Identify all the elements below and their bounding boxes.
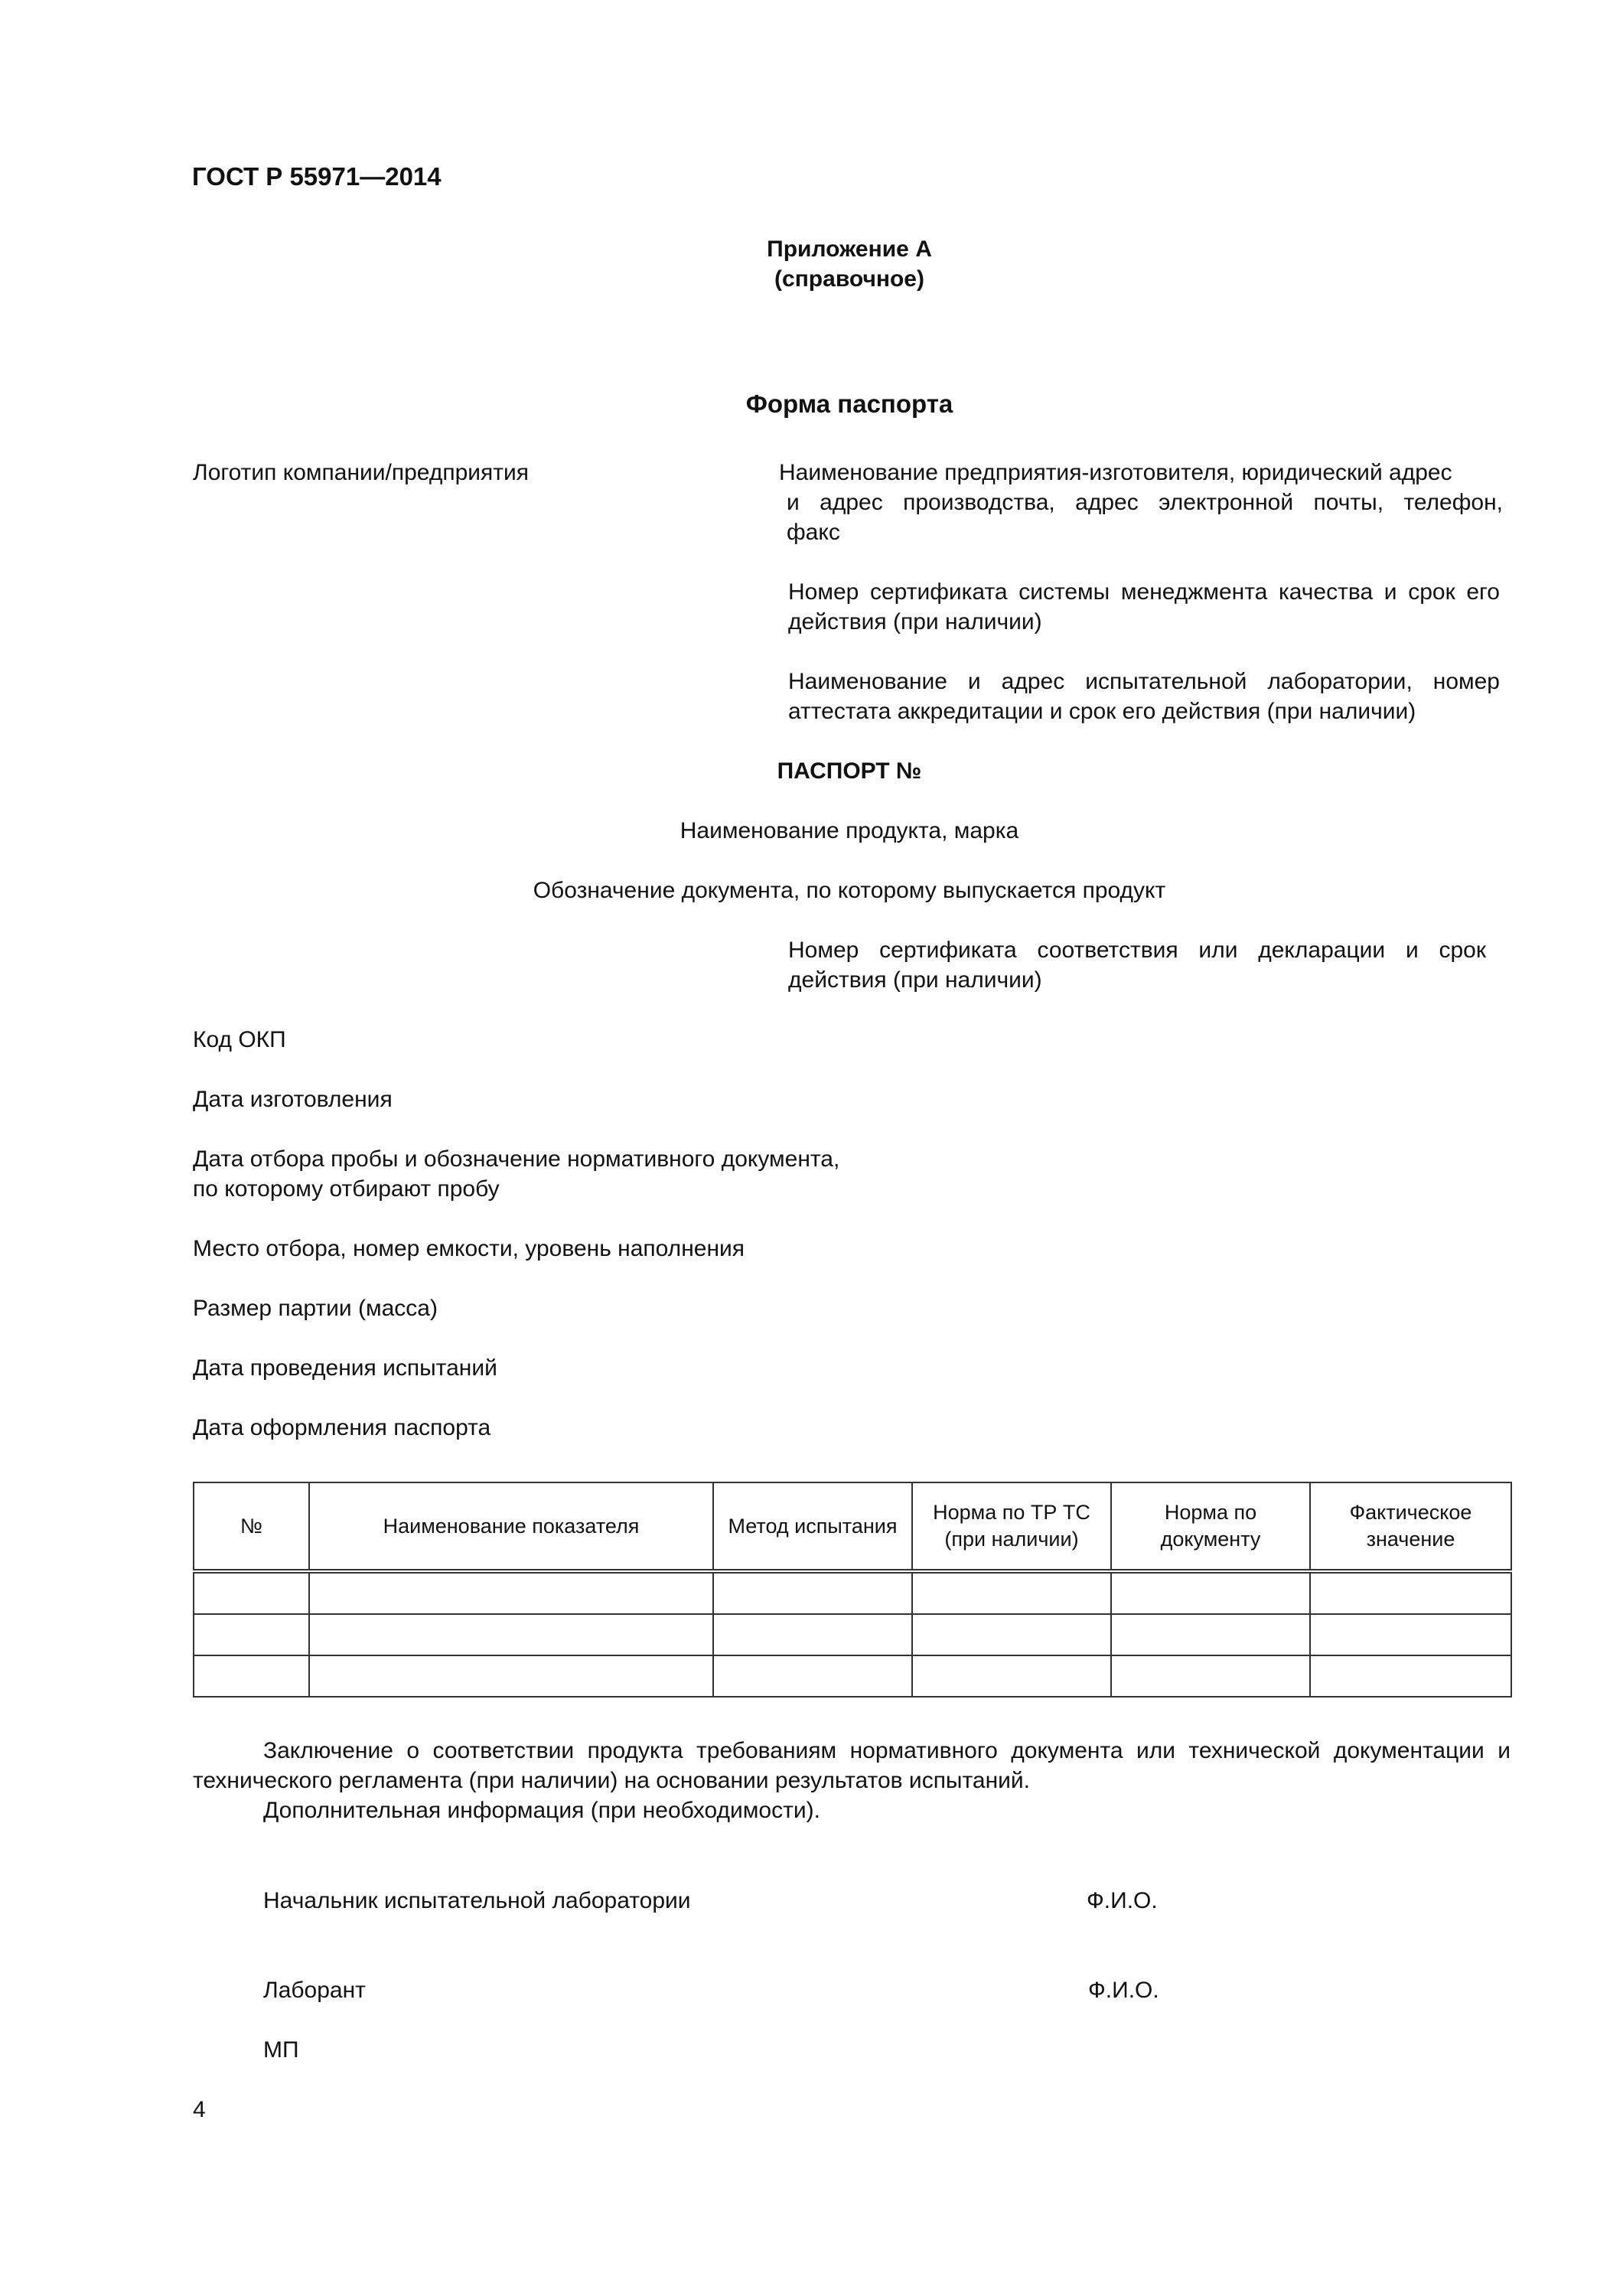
page-number: 4 [193,2097,206,2122]
sampling-date-line-1: Дата отбора пробы и обозначение нормативного документа, [193,1146,840,1172]
passport-date: Дата оформления паспорта [193,1415,491,1440]
qms-certificate: Номер сертификата системы менеджмента качества и срок его действия (при наличии) [788,579,1500,634]
col-header-tr-ts-norm: Норма по ТР ТС (при наличии) [912,1482,1111,1571]
table-row [194,1614,1511,1655]
product-name: Наименование продукта, марка [680,818,1019,843]
lab-assistant-title: Лаборант [263,1978,366,2003]
sampling-place: Место отбора, номер емкости, уровень наполнения [193,1236,745,1261]
table-cell [713,1614,912,1655]
document-designation: Обозначение документа, по которому выпускается продукт [533,878,1166,903]
lab-head-name: Ф.И.О. [1087,1888,1158,1913]
table-cell [912,1614,1111,1655]
table-cell [1111,1655,1310,1697]
col-header-method: Метод испытания [713,1482,912,1571]
col-header-document-norm: Норма по документу [1111,1482,1310,1571]
table-cell [309,1614,713,1655]
standard-designation: ГОСТ Р 55971—2014 [192,162,442,191]
table-cell [309,1571,713,1614]
stamp-label: МП [263,2037,299,2063]
table-row [194,1655,1511,1697]
table-cell [912,1571,1111,1614]
manufacturer-line-3: факс [787,520,840,545]
table-cell [1310,1614,1511,1655]
col-header-indicator: Наименование показателя [309,1482,713,1571]
table-cell [713,1571,912,1614]
table-cell [194,1614,309,1655]
table-cell [194,1571,309,1614]
lab-head-title: Начальник испытательной лаборатории [263,1888,691,1913]
table-cell [713,1655,912,1697]
form-title: Форма паспорта [745,390,953,418]
col-header-number: № [194,1482,309,1571]
manufacturer-line-1: Наименование предприятия-изготовителя, юридический адрес [779,460,1452,485]
table-row [194,1571,1511,1614]
table-cell [1310,1571,1511,1614]
okp-code: Код ОКП [193,1027,286,1052]
sampling-date-line-2: по которому отбирают пробу [193,1176,500,1202]
indicators-table [193,1482,1512,1698]
table-cell [912,1655,1111,1697]
logo-label: Логотип компании/предприятия [193,460,530,485]
table-cell [1111,1614,1310,1655]
manufacturer-info [779,458,1503,547]
table-cell [1111,1571,1310,1614]
manufacture-date: Дата изготовления [193,1087,393,1112]
conclusion-paragraph: Заключение о соответствии продукта требованиям нормативного документа или технической документации и технического регламента (при наличии) на основании результатов испытаний. [193,1738,1511,1793]
manufacturer-line-2: и адрес производства, адрес электронной почты, телефон, [787,490,1503,515]
conformity-certificate: Номер сертификата соответствия или декларации и срок действия (при наличии) [788,938,1486,993]
table-cell [194,1655,309,1697]
lab-assistant-name: Ф.И.О. [1088,1978,1159,2003]
batch-size: Размер партии (масса) [193,1296,438,1321]
additional-info: Дополнительная информация (при необходимости). [263,1798,820,1823]
appendix-subtitle: (справочное) [774,266,924,292]
lab-info: Наименование и адрес испытательной лаборатории, номер аттестата аккредитации и срок его действия (при наличии) [788,669,1500,724]
table-cell [1310,1655,1511,1697]
test-date: Дата проведения испытаний [193,1355,497,1381]
passport-title: ПАСПОРТ № [777,758,922,784]
table-cell [309,1655,713,1697]
table-header-row [194,1482,1511,1571]
appendix-title: Приложение А [767,236,932,262]
col-header-actual-value: Фактическое значение [1310,1482,1511,1571]
